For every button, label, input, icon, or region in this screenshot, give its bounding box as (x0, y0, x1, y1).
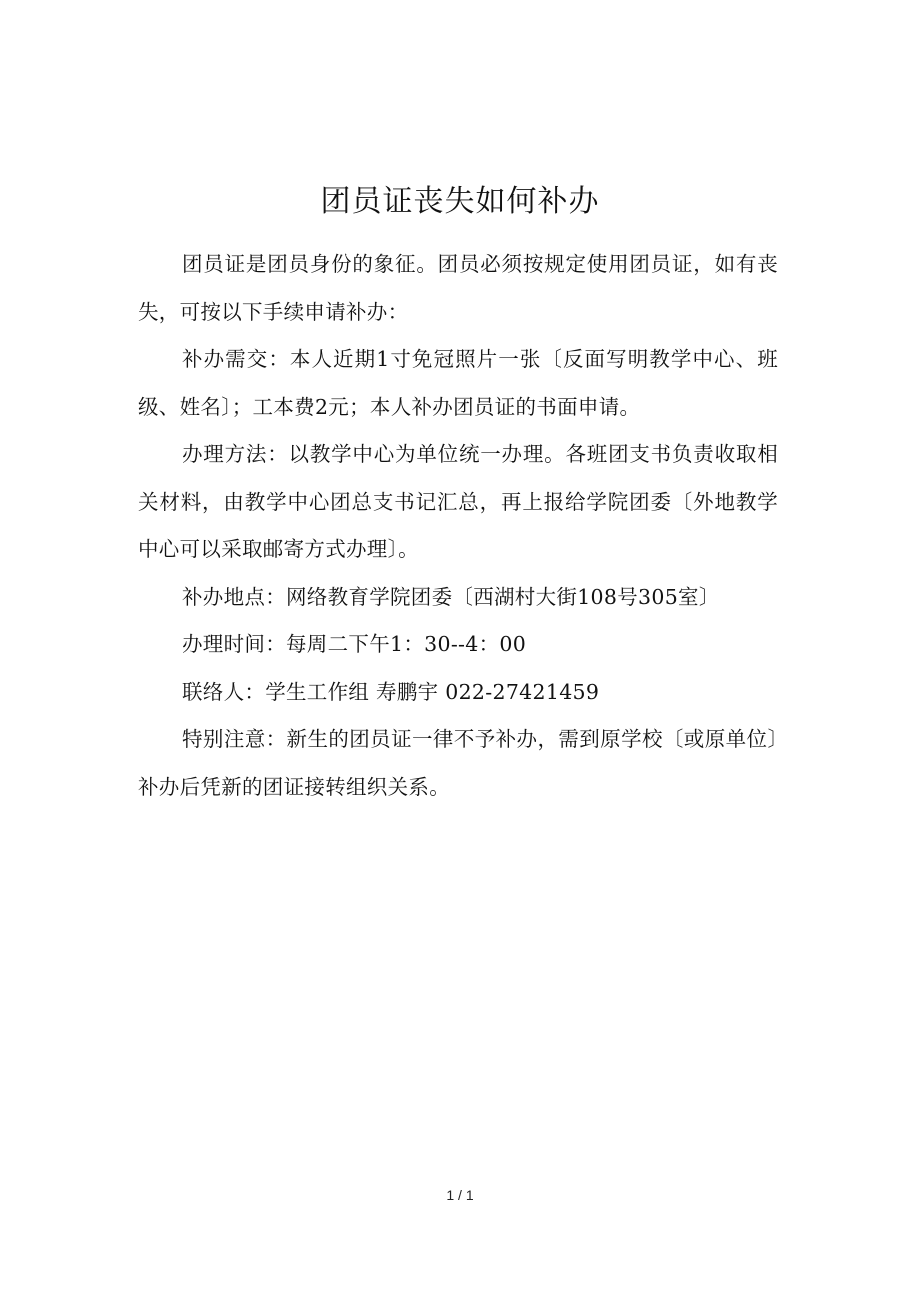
page-total: 1 (465, 1187, 474, 1203)
paragraph-method: 办理方法：以教学中心为单位统一办理。各班团支书负责收取相关材料，由教学中心团总支书记汇总，再上报给学院团委〔外地教学中心可以采取邮寄方式办理〕。 (138, 442, 778, 561)
document-title: 团员证丧失如何补办 (320, 184, 600, 219)
paragraph-materials: 补办需交：本人近期1寸免冠照片一张〔反面写明教学中心、班级、姓名〕；工本费2元；本人补办团员证的书面申请。 (138, 347, 778, 419)
paragraph-contact: 联络人：学生工作组 寿鹏宇 022-27421459 (182, 679, 600, 704)
paragraph-notice: 特别注意：新生的团员证一律不予补办，需到原学校〔或原单位〕补办后凭新的团证接转组织关系。 (138, 727, 778, 799)
paragraph-intro: 团员证是团员身份的象征。团员必须按规定使用团员证，如有丧失，可按以下手续申请补办： (138, 252, 778, 324)
page-separator: / (454, 1187, 466, 1203)
page-current: 1 (446, 1187, 455, 1203)
document-body (138, 241, 778, 811)
page-number (0, 1185, 920, 1205)
paragraph-location: 补办地点：网络教育学院团委〔西湖村大街108号305室〕 (182, 584, 720, 609)
paragraph-hours: 办理时间：每周二下午1：30--4：00 (182, 632, 527, 656)
